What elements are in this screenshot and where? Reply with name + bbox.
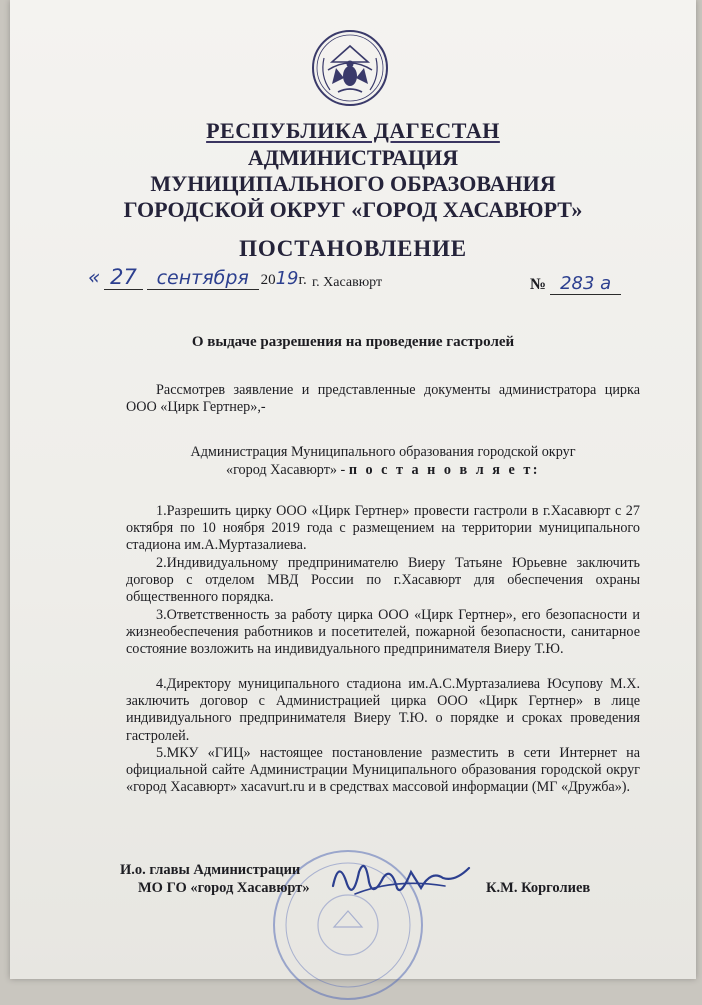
item-4: 4.Директору муниципального стадиона им.А.С.Муртазалиева Юсупову М.Х. заключить договор с Администрацией цирка ООО «Цирк Гертнер» в лице индивидуального предпринимателя Виеру Т.Ю. о порядке и сроках проведения гастролей. [126,676,640,744]
number-label: № [530,276,547,293]
item-2: 2.Индивидуальному предпринимателю Виеру Татьяне Юрьевне заключить договор с отделом МВД России по г.Хасавюрт для обеспечения охраны общественного порядка. [126,555,640,606]
resolve-line-1: Администрация Муниципального образования городской округ [190,444,576,460]
number-value: 283 а [550,273,621,295]
date-day: 27 [104,265,143,290]
document-page [10,0,696,979]
number-field [530,273,621,294]
intro-paragraph: Рассмотрев заявление и представленные документы администратора цирка ООО «Цирк Гертнер»,- [126,382,640,416]
header-republic: РЕСПУБЛИКА ДАГЕСТАН [206,118,500,143]
date-open-quote: « [88,265,101,289]
resolve-line-2 [126,462,640,479]
document-title: О выдаче разрешения на проведение гастролей [191,334,515,350]
handwritten-signature-icon [325,848,475,908]
item-5: 5.МКУ «ГИЦ» настоящее постановление разместить в сети Интернет на официальной сайте Администрации Муниципального образования городской округ «город Хасавюрт» xacavurt.ru и в средствах массовой информации (МГ «Дружба»). [126,745,640,796]
item-3: 3.Ответственность за работу цирка ООО «Цирк Гертнер», его безопасности и жизнеобеспечения работников и посетителей, пожарной безопасности, санитарное состояние возложить на индивидуального предпринимателя Виеру Т.Ю. [126,607,640,658]
dagestan-emblem-icon [310,28,390,108]
header-administration: АДМИНИСТРАЦИЯ [247,145,459,170]
item-1: 1.Разрешить цирку ООО «Цирк Гертнер» провести гастроли в г.Хасавюрт с 27 октября по 10 ноября 2019 года с размещением на территории муниципального стадиона им.А.Муртазалиева. [126,503,640,554]
resolve-city: «город Хасавюрт» - [225,462,346,478]
signer-position-1: И.о. главы Администрации [120,862,301,878]
date-month: сентября [147,267,259,290]
date-year-prefix: 20 [260,272,276,288]
header-municipal: МУНИЦИПАЛЬНОГО ОБРАЗОВАНИЯ [150,171,556,196]
signer-position-2: МО ГО «город Хасавюрт» [138,880,310,896]
signer-name: К.М. Корголиев [486,880,591,896]
document-type: ПОСТАНОВЛЕНИЕ [239,236,467,261]
date-year-suffix: 19 [275,268,299,289]
resolve-word: п о с т а н о в л я е т: [348,462,541,478]
date-year-end: г. [298,272,307,288]
date-field [88,265,307,289]
city-label: г. Хасавюрт [312,275,383,290]
header-district: ГОРОДСКОЙ ОКРУГ «ГОРОД ХАСАВЮРТ» [123,197,583,222]
